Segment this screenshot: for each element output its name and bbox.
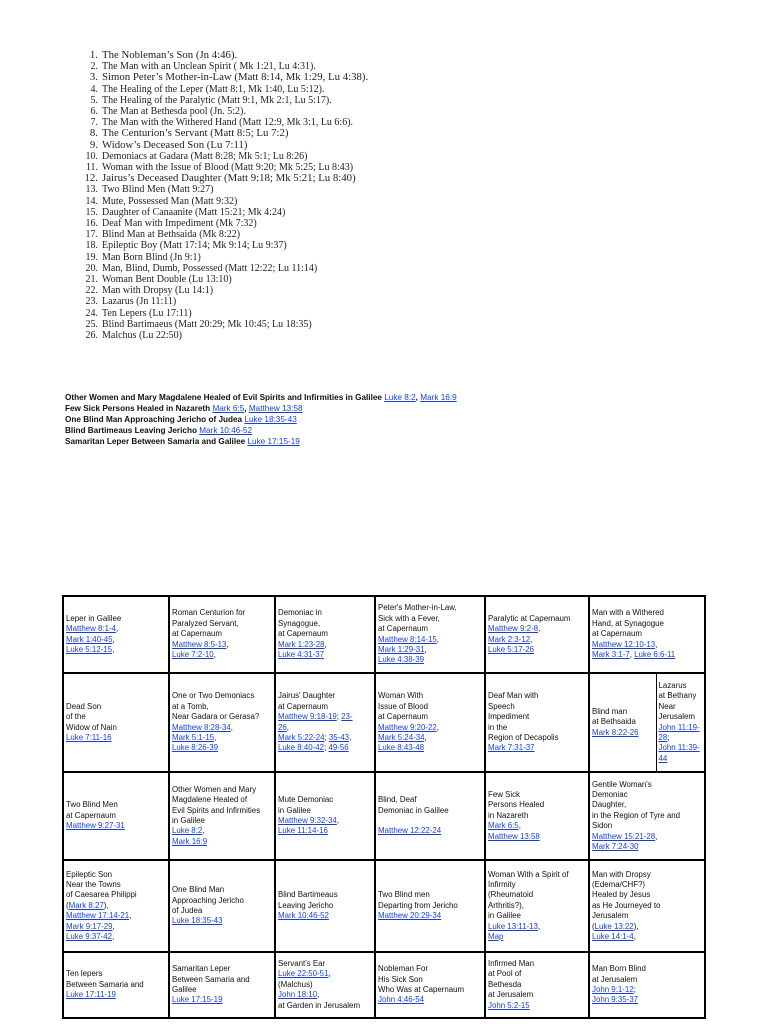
cell-epileptic-son: Epileptic Son Near the Towns of Caesarea Philippi (Mark 8:27), Matthew 17:14-21, Mark 9:17-29, Luke 9:37-42, xyxy=(63,860,169,952)
miracle-list-item xyxy=(82,319,368,330)
cell-nobleman-son xyxy=(375,952,485,1018)
scripture-link[interactable]: Mark 8:27 xyxy=(68,900,104,910)
scripture-link[interactable]: Mark 5:22-24 xyxy=(278,732,325,742)
cell-text: Evil Spirits and Infirmities xyxy=(172,805,261,815)
list-text: The Healing of the Paralytic (Matt 9:1, Mk 2:1, Lu 5:17). xyxy=(102,94,332,106)
list-text: The Man at Bethesda pool (Jn. 5:2). xyxy=(102,106,246,118)
scripture-link[interactable]: Luke 7:11-16 xyxy=(66,732,112,742)
miracle-list-item xyxy=(82,296,368,307)
cell-text: Lazarus xyxy=(658,680,687,690)
cell-text: Deaf Man with xyxy=(488,691,539,701)
scripture-link[interactable]: Mark 1:29-31 xyxy=(378,644,425,654)
cell-paralytic: Paralytic at Capernaum Matthew 9:2-8, Mark 2:3-12, Luke 5:17-26 xyxy=(485,596,589,673)
map-link[interactable]: Map xyxy=(488,932,504,942)
cell-leper-galilee: Leper in Galilee Matthew 8:1-4, Mark 1:40-45, Luke 5:12-15, xyxy=(63,596,169,673)
cell-text: Roman Centurion for xyxy=(172,608,246,618)
scripture-link[interactable]: Mark 7:24-30 xyxy=(592,842,639,852)
scripture-link[interactable]: Matthew 8:1-4 xyxy=(66,624,116,634)
cell-text: Blind man xyxy=(592,706,628,716)
note-text: Other Women and Mary Magdalene Healed of Evil Spirits and Infirmities in Galilee xyxy=(65,393,385,402)
cell-text: Sidon xyxy=(592,821,613,831)
miracle-list-item xyxy=(82,330,368,341)
cell-text: Infirmed Man xyxy=(488,958,535,968)
cell-text: at Jerusalem xyxy=(592,974,638,984)
cell-text: Near Gadara or Gerasa? xyxy=(172,712,260,722)
scripture-link[interactable]: Luke 4:31-37 xyxy=(278,650,325,660)
cell-text: at Capernaum xyxy=(172,629,223,639)
notes-section xyxy=(65,392,457,447)
note-text: Samaritan Leper Between Samaria and Galilee xyxy=(65,437,248,446)
list-text: Epileptic Boy (Matt 17:14; Mk 9:14; Lu 9:37) xyxy=(102,240,287,252)
scripture-link[interactable]: Mark 5:1-15 xyxy=(172,732,215,742)
list-text: The Healing of the Leper (Matt 8:1, Mk 1:40, Lu 5:12). xyxy=(102,83,325,95)
table-row xyxy=(63,952,705,1018)
scripture-link[interactable]: Luke 8:40-42 xyxy=(278,743,325,753)
miracle-list-item xyxy=(82,308,368,319)
miracle-list-item xyxy=(82,50,368,61)
cell-text: Woman With a Spirit of xyxy=(488,869,569,879)
cell-text: at Capernaum xyxy=(592,629,643,639)
list-number: 12. xyxy=(84,172,98,185)
cell-text: Man with Dropsy xyxy=(592,869,651,879)
scripture-link[interactable]: Mark 9:17-29 xyxy=(66,921,113,931)
cell-text: Peter's Mother-in-Law, xyxy=(378,603,457,613)
list-number: 1. xyxy=(89,49,98,61)
scripture-link[interactable]: Matthew 9:20-22 xyxy=(378,722,437,732)
cell-text: Ten lepers xyxy=(66,969,103,979)
cell-text: One Blind Man xyxy=(172,885,225,895)
list-number: 14. xyxy=(85,195,98,207)
cell-text: Leper in Galilee xyxy=(66,613,122,623)
cell-samaritan-leper xyxy=(169,952,275,1018)
scripture-link[interactable]: Luke 22:50-51 xyxy=(278,969,329,979)
scripture-link[interactable]: Luke 5:12-15 xyxy=(66,644,113,654)
list-number: 15. xyxy=(85,206,98,218)
scripture-link[interactable]: John 11:19- xyxy=(658,722,700,732)
cell-text: at Pool of xyxy=(488,969,522,979)
scripture-link[interactable]: Luke 14:1-4 xyxy=(592,932,634,942)
cell-text: Hand, at Synagogue xyxy=(592,618,664,628)
cell-mute-demoniac: Mute Demoniac in Galilee Matthew 9:32-34, Luke 11:14-16 xyxy=(275,772,375,860)
cell-text: Sick with a Fever, xyxy=(378,613,440,623)
miracle-list-item xyxy=(82,285,368,296)
scripture-link[interactable]: Luke 18:35-43 xyxy=(244,415,297,424)
cell-blind-bethsaida xyxy=(590,674,656,771)
scripture-link[interactable]: Luke 17:15-19 xyxy=(172,995,223,1005)
cell-issue-of-blood: Woman With Issue of Blood at Capernaum Matthew 9:20-22, Mark 5:24-34, Luke 8:43-48 xyxy=(375,673,485,772)
scripture-link[interactable]: Mark 1:40-45 xyxy=(66,634,113,644)
cell-bethesda xyxy=(485,952,589,1018)
list-text: Man with Dropsy (Lu 14:1) xyxy=(102,285,214,297)
note-text: Blind Bartimeaus Leaving Jericho xyxy=(65,426,200,435)
cell-text: as He Journeyed to xyxy=(592,900,661,910)
scripture-link[interactable]: Matthew 13:58 xyxy=(248,404,303,413)
scripture-link[interactable]: Matthew 20:29-34 xyxy=(378,911,442,921)
cell-text: His Sick Son xyxy=(378,974,423,984)
miracles-table xyxy=(62,595,706,1019)
cell-jairus-daughter: Jairus' Daughter at Capernaum Matthew 9:18-19; 23- 26, Mark 5:22-24; 35-43, Luke 8:40-42; 49-56 xyxy=(275,673,375,772)
scripture-link[interactable]: Mark 8:22-26 xyxy=(592,727,639,737)
scripture-link[interactable]: Mark 6:5 xyxy=(212,404,245,413)
miracle-list-item xyxy=(82,173,368,184)
cell-text: Paralyzed Servant, xyxy=(172,618,239,628)
scripture-link[interactable]: Mark 16:9 xyxy=(420,393,457,402)
list-number: 13. xyxy=(85,184,98,196)
list-number: 9. xyxy=(89,138,98,151)
note-text: One Blind Man Approaching Jericho of Judea xyxy=(65,415,245,424)
cell-text: of the xyxy=(66,712,86,722)
cell-one-blind-man xyxy=(169,860,275,952)
miracle-list-item xyxy=(82,140,368,151)
scripture-link[interactable]: John 9:1-12 xyxy=(592,985,634,994)
list-number: 5. xyxy=(90,94,98,106)
list-text: Man Born Blind (Jn 9:1) xyxy=(102,251,201,263)
scripture-link[interactable]: Mark 10:46-52 xyxy=(278,911,329,921)
scripture-link[interactable]: Mark 1:23-28 xyxy=(278,639,325,649)
miracle-list-item xyxy=(82,196,368,207)
cell-text: in the Region of Tyre and xyxy=(592,810,681,820)
cell-text: Samaritan Leper xyxy=(172,964,231,974)
list-text: Lazarus (Jn 11:11) xyxy=(102,296,177,308)
cell-two-blind-jericho xyxy=(375,860,485,952)
cell-text: Who Was at Capernaum xyxy=(378,985,465,994)
scripture-link[interactable]: Luke 8:2 xyxy=(384,393,416,402)
cell-split-bethsaida-lazarus xyxy=(589,673,705,772)
list-text: Daughter of Canaanite (Matt 15:21; Mk 4:24) xyxy=(102,206,286,218)
cell-text: Near the Towns xyxy=(66,879,121,889)
cell-text: in Galilee xyxy=(172,816,205,825)
cell-text: Demoniac in Galilee xyxy=(378,805,449,815)
list-number: 20. xyxy=(85,262,98,274)
separator: , xyxy=(244,404,249,413)
list-text: Jairus’s Deceased Daughter (Matt 9:18; Mk 5:21; Lu 8:40) xyxy=(102,172,356,185)
scripture-link[interactable]: John 5:2-15 xyxy=(488,1000,530,1010)
scripture-link[interactable]: Matthew 17:14-21 xyxy=(66,911,130,921)
cell-text: Leaving Jericho xyxy=(278,900,334,910)
scripture-link[interactable]: Luke 5:17-26 xyxy=(488,644,535,654)
cell-text: at Capernaum xyxy=(378,712,429,722)
scripture-link[interactable]: Matthew 8:14-15 xyxy=(378,634,437,644)
list-number: 26. xyxy=(85,330,98,342)
cell-withered-hand: Man with a Withered Hand, at Synagogue at Capernaum Matthew 12:10-13, Mark 3:1-7, Luke 6:6-11 xyxy=(589,596,705,673)
cell-text: (Malchus) xyxy=(278,979,313,989)
miracle-list-item xyxy=(82,263,368,274)
scripture-link[interactable]: 49-56 xyxy=(328,743,349,753)
cell-text: (Rheumatoid xyxy=(488,890,534,900)
cell-text: Widow of Nain xyxy=(66,722,117,732)
table-row xyxy=(63,772,705,860)
cell-two-blind-men xyxy=(63,772,169,860)
scripture-link[interactable]: John 18:10 xyxy=(278,990,318,1000)
cell-spirit-of-infirmity: Woman With a Spirit of Infirmity (Rheumatoid Arthritis?), in Galilee Luke 13:11-13, Map xyxy=(485,860,589,952)
scripture-link[interactable]: Matthew 9:18-19 xyxy=(278,712,337,722)
scripture-link[interactable]: Luke 9:37-42 xyxy=(66,932,113,942)
cell-text: in Galilee xyxy=(278,805,311,815)
cell-roman-centurion: Roman Centurion for Paralyzed Servant, at Capernaum Matthew 8:5-13, Luke 7:2-10, xyxy=(169,596,275,673)
cell-text: Servant's Ear xyxy=(278,958,326,968)
miracle-list-item xyxy=(82,151,368,162)
cell-text: Between Samaria and xyxy=(172,974,250,984)
scripture-link[interactable]: Matthew 9:2-8 xyxy=(488,624,538,634)
scripture-link[interactable]: John 11:39- xyxy=(658,743,700,753)
cell-text: Departing from Jericho xyxy=(378,900,458,910)
cell-text: Blind, Deaf xyxy=(378,795,417,805)
list-text: Malchus (Lu 22:50) xyxy=(102,330,182,342)
list-number: 10. xyxy=(85,150,98,162)
list-number: 16. xyxy=(85,218,98,230)
list-number: 7. xyxy=(90,117,98,129)
cell-text: Man Born Blind xyxy=(592,964,646,974)
list-number: 6. xyxy=(90,106,98,118)
list-text: Demoniacs at Gadara (Matt 8:28; Mk 5:1; Lu 8:26) xyxy=(102,150,308,162)
list-number: 17. xyxy=(85,229,98,241)
cell-text: Infirmity xyxy=(488,879,516,889)
list-text: The Man with an Unclean Spirit ( Mk 1:21, Lu 4:31). xyxy=(102,61,316,73)
cell-text: Region of Decapolis xyxy=(488,732,559,742)
cell-text: Jerusalem xyxy=(592,911,629,921)
cell-deaf-man xyxy=(485,673,589,772)
scripture-link[interactable]: 35-43 xyxy=(328,732,350,742)
list-text: Woman with the Issue of Blood (Matt 9:20; Mk 5:25; Lu 8:43) xyxy=(102,162,354,174)
scripture-link[interactable]: John 9:35-37 xyxy=(592,995,639,1005)
cell-text: Blind Bartimeaus xyxy=(278,890,338,900)
cell-gentile-woman: Gentile Woman's Demoniac Daughter, in the Region of Tyre and Sidon Matthew 15:21-28, Mark 7:24-30 xyxy=(589,772,705,860)
cell-text: One or Two Demoniacs xyxy=(172,691,255,701)
list-number: 8. xyxy=(89,127,98,140)
cell-text: Synagogue, xyxy=(278,618,321,628)
list-text: The Man with the Withered Hand (Matt 12:9, Mk 3:1, Lu 6:6). xyxy=(102,117,354,129)
cell-text: in Galilee xyxy=(488,911,521,921)
cell-text: Woman With xyxy=(378,691,424,701)
list-text: Two Blind Men (Matt 9:27) xyxy=(102,184,214,196)
list-text: The Centurion’s Servant (Matt 8:5; Lu 7:2) xyxy=(102,127,289,140)
cell-text: at Capernaum xyxy=(278,701,329,711)
list-number: 19. xyxy=(85,251,98,263)
cell-text: in the xyxy=(488,722,508,732)
cell-demoniac-synagogue: Demoniac in Synagogue, at Capernaum Mark 1:23-28, Luke 4:31-37 xyxy=(275,596,375,673)
cell-text: at Bethany xyxy=(658,691,697,701)
scripture-link[interactable]: Matthew 8:5-13 xyxy=(172,639,227,649)
list-text: Deaf Man with Impediment (Mk 7:32) xyxy=(102,218,257,230)
scripture-link[interactable]: Luke 13:22 xyxy=(594,921,634,931)
cell-text: Two Blind Men xyxy=(66,800,118,810)
note-line xyxy=(65,392,457,403)
cell-text: in Nazareth xyxy=(488,810,529,820)
cell-text: Mute Demoniac xyxy=(278,795,334,805)
scripture-link[interactable]: John 4:46-54 xyxy=(378,995,425,1005)
cell-text: of Judea xyxy=(172,906,203,915)
scripture-link[interactable]: 23- xyxy=(341,712,353,722)
scripture-link[interactable]: Luke 8:26-39 xyxy=(172,743,219,753)
scripture-link[interactable]: Luke 17:15-19 xyxy=(247,437,300,446)
cell-text: Impediment xyxy=(488,712,530,722)
cell-text: Galilee xyxy=(172,985,197,994)
miracle-list-item xyxy=(82,106,368,117)
scripture-link[interactable]: Matthew 9:27-31 xyxy=(66,821,125,831)
scripture-link[interactable]: Mark 5:24-34 xyxy=(378,732,425,742)
cell-text: Paralytic at Capernaum xyxy=(488,613,571,623)
miracle-list-item xyxy=(82,240,368,251)
cell-text: Bethesda xyxy=(488,979,522,989)
scripture-link[interactable]: Mark 6:5 xyxy=(488,821,519,831)
scripture-link[interactable]: 28 xyxy=(658,732,668,742)
cell-text: Few Sick xyxy=(488,789,521,799)
list-text: Man, Blind, Dumb, Possessed (Matt 12:22; Lu 11:14) xyxy=(102,262,318,274)
scripture-link[interactable]: Luke 4:38-39 xyxy=(378,655,425,665)
cell-ten-lepers xyxy=(63,952,169,1018)
table-row xyxy=(63,673,705,772)
scripture-link[interactable]: Matthew 15:21-28 xyxy=(592,831,656,841)
cell-text: Persons Healed xyxy=(488,800,545,810)
miracle-list-item xyxy=(82,207,368,218)
note-line xyxy=(65,414,457,425)
scripture-link[interactable]: Mark 3:1-7 xyxy=(592,650,630,660)
cell-text: Epileptic Son xyxy=(66,869,113,879)
cell-text: at Jerusalem xyxy=(488,990,534,1000)
list-text: Ten Lepers (Lu 17:11) xyxy=(102,307,192,319)
list-number: 22. xyxy=(85,285,98,297)
cell-text: Speech xyxy=(488,701,515,711)
cell-text: Demoniac in xyxy=(278,608,322,618)
cell-gadara-demoniacs: One or Two Demoniacs at a Tomb, Near Gadara or Gerasa? Matthew 8:28-34, Mark 5:1-15, Luke 8:26-39 xyxy=(169,673,275,772)
scripture-link[interactable]: Matthew 9:32-34 xyxy=(278,816,337,825)
table-row xyxy=(63,596,705,673)
miracle-list-item xyxy=(82,95,368,106)
scripture-link[interactable]: Mark 10:46-52 xyxy=(199,426,253,435)
list-text: Blind Man at Bethsaida (Mk 8:22) xyxy=(102,229,241,241)
list-text: Mute, Possessed Man (Matt 9:32) xyxy=(102,195,238,207)
miracle-list-item xyxy=(82,218,368,229)
note-line xyxy=(65,403,457,414)
miracle-list-item xyxy=(82,252,368,263)
cell-text: Healed by Jesus xyxy=(592,890,651,900)
cell-text: Approaching Jericho xyxy=(172,895,244,905)
cell-nazareth-sick: Few Sick Persons Healed in Nazareth Mark 6:5, Matthew 13:58 xyxy=(485,772,589,860)
note-line xyxy=(65,425,457,436)
list-number: 11. xyxy=(85,162,98,174)
scripture-link[interactable]: Mark 7:31-37 xyxy=(488,743,535,753)
miracle-list-item xyxy=(82,72,368,83)
list-number: 3. xyxy=(89,71,98,84)
cell-text: at a Tomb, xyxy=(172,701,209,711)
cell-man-with-dropsy: Man with Dropsy (Edema/CHF?) Healed by Jesus as He Journeyed to Jerusalem (Luke 13:22), Luke 14:1-4, xyxy=(589,860,705,952)
scripture-link[interactable]: Mark 2:3-12 xyxy=(488,634,531,644)
list-text: The Nobleman’s Son (Jn 4:46). xyxy=(102,49,238,61)
note-text: Few Sick Persons Healed in Nazareth xyxy=(65,404,213,413)
note-line xyxy=(65,436,457,447)
miracle-list-item xyxy=(82,184,368,195)
cell-text: at Capernaum xyxy=(66,810,117,820)
separator: , xyxy=(415,393,421,402)
scripture-link[interactable]: Luke 6:6-11 xyxy=(634,650,676,660)
scripture-link[interactable]: Matthew 13:58 xyxy=(488,831,540,841)
cell-text: Near xyxy=(658,701,676,711)
cell-widow-son xyxy=(63,673,169,772)
scripture-link[interactable]: Luke 13:11-13 xyxy=(488,921,538,931)
miracles-list xyxy=(82,50,368,341)
miracle-list-item xyxy=(82,229,368,240)
cell-text: Gentile Woman's xyxy=(592,779,652,789)
cell-text: at Capernaum xyxy=(378,624,429,634)
list-text: Widow’s Deceased Son (Lu 7:11) xyxy=(102,138,248,151)
miracle-list-item xyxy=(82,274,368,285)
list-number: 2. xyxy=(90,61,98,73)
list-number: 24. xyxy=(85,307,98,319)
scripture-link[interactable]: Matthew 12:22-24 xyxy=(378,826,442,836)
cell-text: Jairus' Daughter xyxy=(278,691,336,701)
cell-text: Between Samaria and xyxy=(66,979,144,989)
scripture-link[interactable]: 44 xyxy=(658,753,668,763)
list-number: 18. xyxy=(85,240,98,252)
list-number: 4. xyxy=(90,83,98,95)
cell-text: at Garden in Jerusalem xyxy=(278,1000,361,1010)
cell-mary-magdalene: Other Women and Mary Magdalene Healed of Evil Spirits and Infirmities in Galilee Luke 8:2, Mark 16:9 xyxy=(169,772,275,860)
cell-text: at Capernaum xyxy=(278,629,329,639)
scripture-link[interactable]: Matthew 8:28-34 xyxy=(172,722,231,732)
cell-text: Daughter, xyxy=(592,800,627,810)
cell-text: Dead Son xyxy=(66,701,102,711)
list-number: 23. xyxy=(85,296,98,308)
cell-blind-deaf-demoniac xyxy=(375,772,485,860)
scripture-link[interactable]: Luke 7:2-10 xyxy=(172,650,214,660)
list-text: Woman Bent Double (Lu 13:10) xyxy=(102,274,232,286)
cell-man-born-blind: Man Born Blind at Jerusalem John 9:1-12; John 9:35-37 xyxy=(589,952,705,1018)
cell-bartimeaus xyxy=(275,860,375,952)
list-number: 21. xyxy=(85,274,98,286)
cell-text: Man with a Withered xyxy=(592,608,664,618)
scripture-link[interactable]: Luke 8:43-48 xyxy=(378,743,425,753)
cell-text: Magdalene Healed of xyxy=(172,795,248,805)
scripture-link[interactable]: 26 xyxy=(278,722,287,732)
scripture-link[interactable]: Luke 11:14-16 xyxy=(278,826,328,836)
cell-text: Demoniac xyxy=(592,789,628,799)
cell-text: of Caesarea Philippi xyxy=(66,890,137,900)
list-text: Blind Bartimaeus (Matt 20:29; Mk 10:45; Lu 18:35) xyxy=(102,318,312,330)
list-number: 25. xyxy=(85,318,98,330)
list-text: Simon Peter’s Mother-in-Law (Matt 8:14, Mk 1:29, Lu 4:38). xyxy=(102,71,369,84)
scripture-link[interactable]: Mark 16:9 xyxy=(172,836,208,846)
cell-text: Issue of Blood xyxy=(378,701,429,711)
cell-text: at Bethsaida xyxy=(592,717,636,727)
cell-text: Other Women and Mary xyxy=(172,784,257,794)
cell-text: Arthritis?), xyxy=(488,900,524,910)
scripture-link[interactable]: Luke 8:2 xyxy=(172,826,203,836)
cell-servants-ear: Servant's Ear Luke 22:50-51, (Malchus) John 18:10, at Garden in Jerusalem xyxy=(275,952,375,1018)
cell-text: (Edema/CHF?) xyxy=(592,879,646,889)
table-row xyxy=(63,860,705,952)
scripture-link[interactable]: Luke 18:35-43 xyxy=(172,916,223,926)
scripture-link[interactable]: Matthew 12:10-13 xyxy=(592,639,656,649)
cell-text: Nobleman For xyxy=(378,964,428,974)
cell-text: Jerusalem xyxy=(658,712,695,722)
cell-lazarus: Lazarus at Bethany Near Jerusalem John 11:19- 28; John 11:39- 44 xyxy=(656,674,704,771)
miracle-list-item xyxy=(82,84,368,95)
scripture-link[interactable]: Luke 17:11-19 xyxy=(66,990,116,1000)
cell-peters-mother: Peter's Mother-in-Law, Sick with a Fever, at Capernaum Matthew 8:14-15, Mark 1:29-31, Luke 4:38-39 xyxy=(375,596,485,673)
cell-text: Two Blind men xyxy=(378,890,430,900)
